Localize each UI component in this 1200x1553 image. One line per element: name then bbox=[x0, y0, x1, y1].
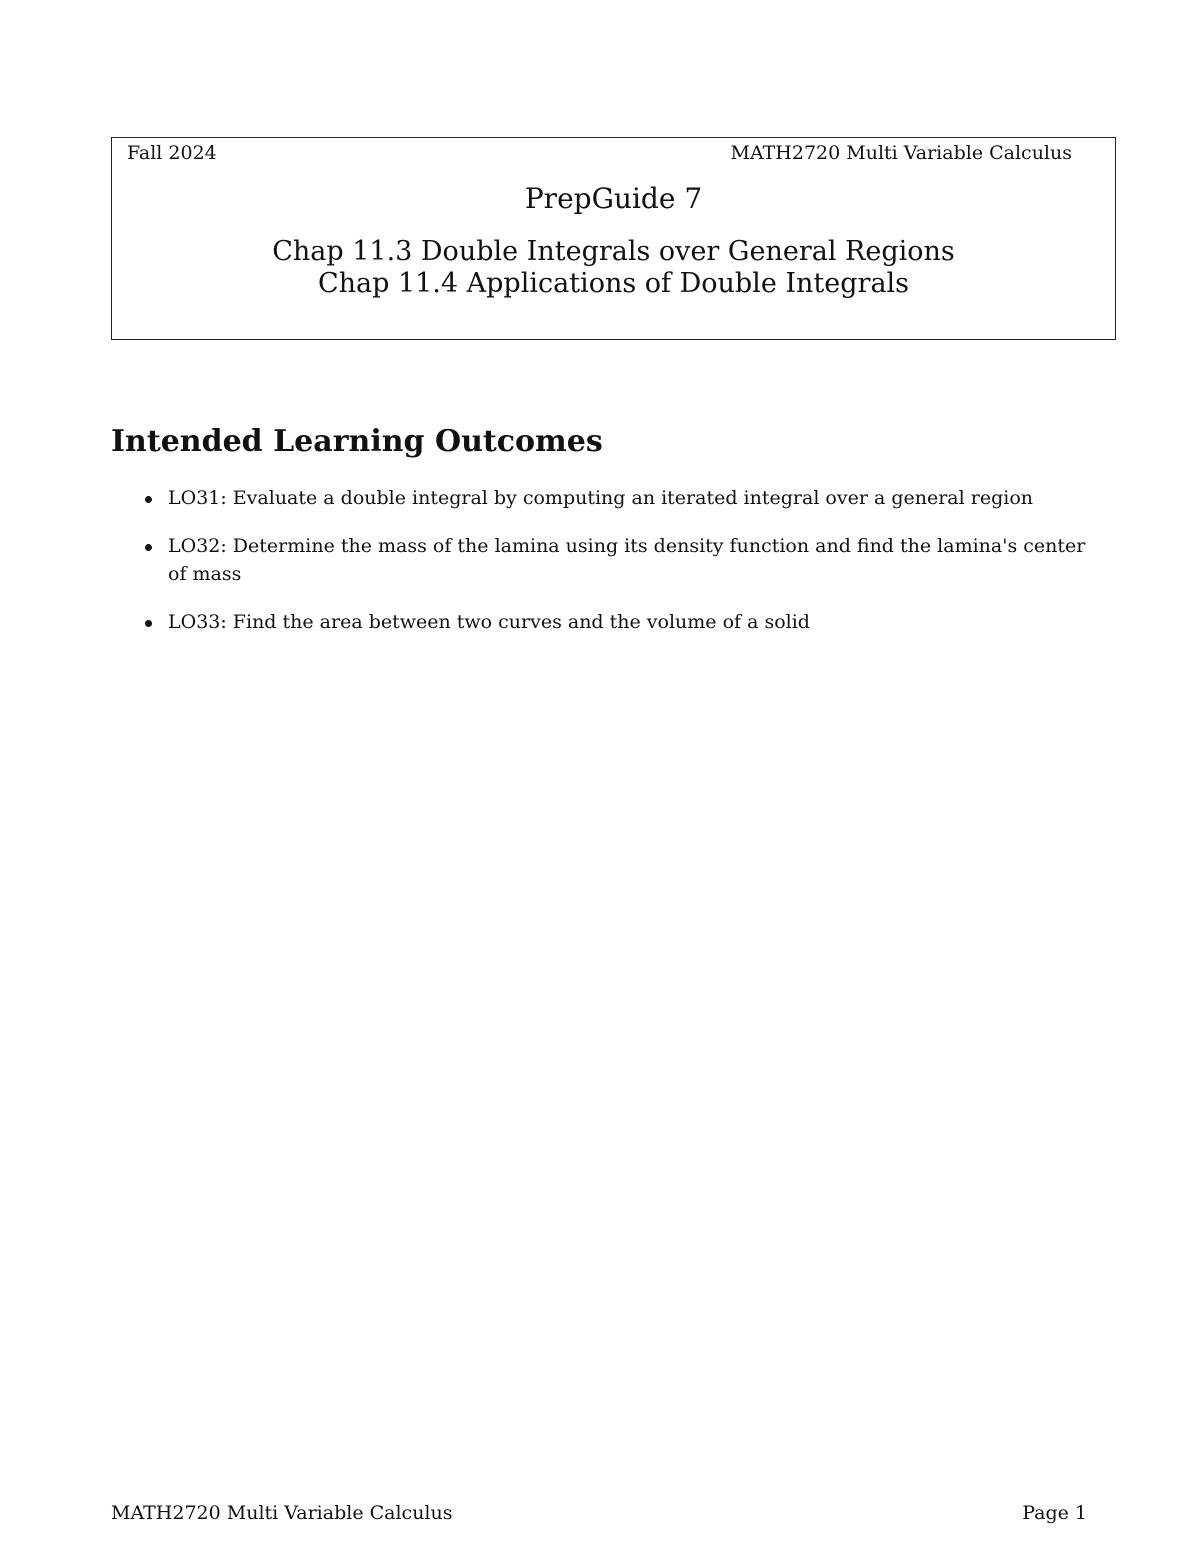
list-item bbox=[111, 484, 1101, 512]
course-title-header: MATH2720 Multi Variable Calculus bbox=[730, 142, 1072, 164]
outcome-text: LO31: Evaluate a double integral by computing an iterated integral over a general region bbox=[168, 487, 1033, 509]
learning-outcomes-list bbox=[111, 484, 1101, 656]
term-label: Fall 2024 bbox=[127, 142, 217, 164]
list-item bbox=[111, 608, 1101, 636]
outcome-text: LO32: Determine the mass of the lamina using its density function and find the lamina's center of mass bbox=[168, 535, 1086, 585]
outcome-text: LO33: Find the area between two curves and the volume of a solid bbox=[168, 611, 810, 633]
chapter-list bbox=[112, 236, 1115, 300]
page-number: Page 1 bbox=[1022, 1502, 1087, 1524]
bullet-icon bbox=[145, 496, 152, 503]
bullet-icon bbox=[145, 544, 152, 551]
chapter-line: Chap 11.4 Applications of Double Integrals bbox=[317, 268, 910, 299]
bullet-icon bbox=[145, 620, 152, 627]
chapter-line: Chap 11.3 Double Integrals over General Regions bbox=[272, 236, 955, 267]
section-heading: Intended Learning Outcomes bbox=[111, 424, 603, 459]
guide-title: PrepGuide 7 bbox=[524, 182, 703, 215]
list-item bbox=[111, 532, 1101, 588]
header-box bbox=[111, 137, 1116, 340]
footer-course: MATH2720 Multi Variable Calculus bbox=[111, 1502, 453, 1524]
